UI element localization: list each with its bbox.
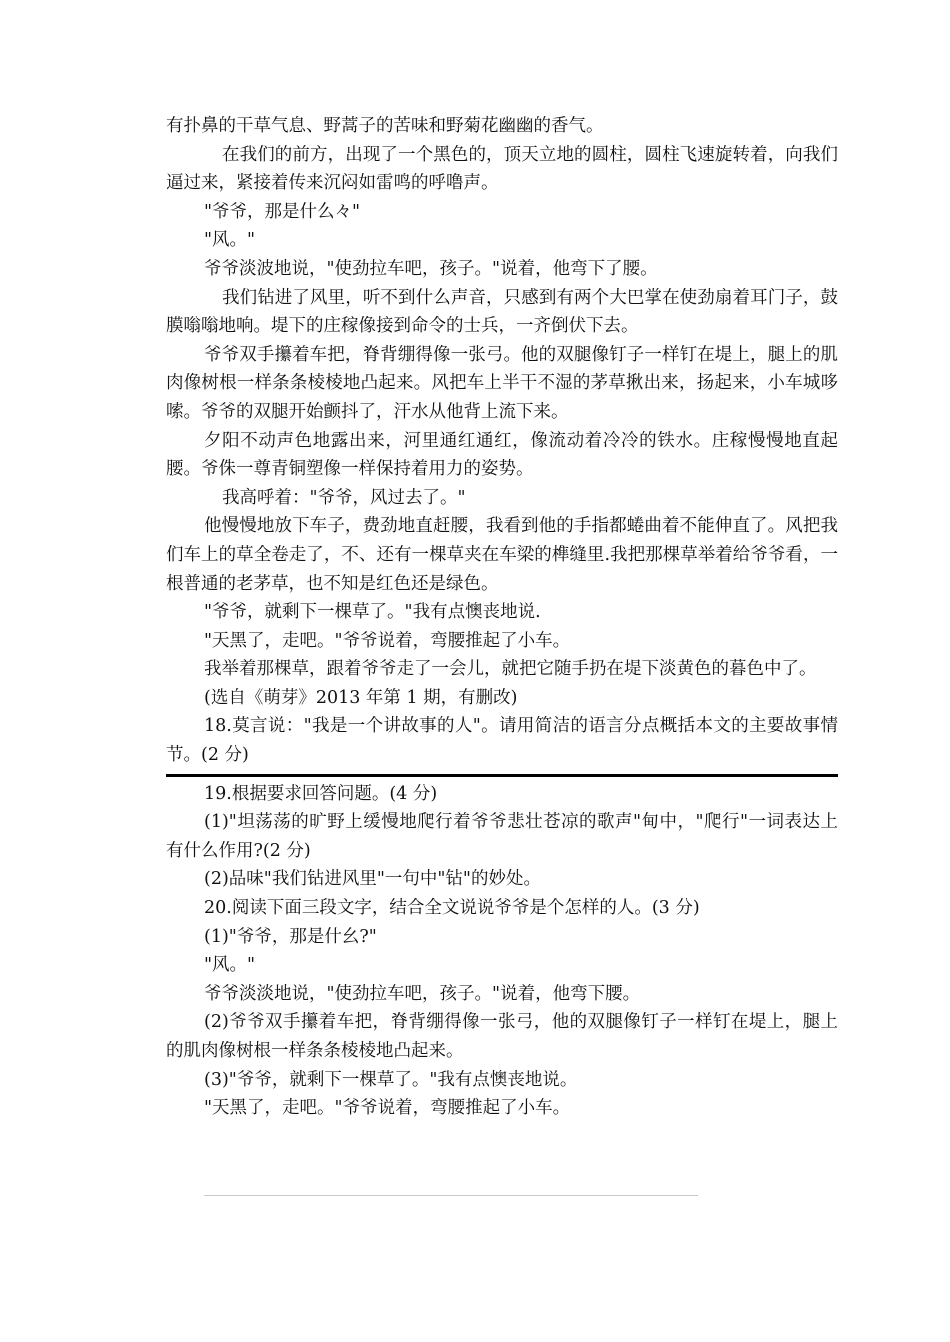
excerpt-line: (3)"爷爷，就剩下一棵草了。"我有点懊丧地说。 — [204, 1069, 578, 1090]
question-18: 18.莫言说："我是一个讲故事的人"。请用简洁的语言分点概括本文的主要故事情节。(2 分) — [166, 716, 838, 766]
question-19-part-1: (1)"坦荡荡的旷野上缓慢地爬行着爷爷悲壮苍凉的歌声"甸中，"爬行"一词表达上有什么作用?(2 分) — [166, 812, 838, 861]
document-page — [166, 112, 838, 1123]
excerpt-line: "天黑了，走吧。"爷爷说着，弯腰推起了小车。 — [204, 1098, 571, 1119]
excerpt-line: (2)爷爷双手攥着车把，脊背绷得像一张弓，他的双腿像钉子一样钉在堤上，腿上的肌肉像树根一样条条棱棱地凸起来。 — [166, 1012, 838, 1061]
question-20: 20.阅读下面三段文字，结合全文说说爷爷是个怎样的人。(3 分) — [204, 898, 700, 919]
question-19-part-2: (2)品味"我们钻进风里"一句中"钻"的妙处。 — [204, 869, 541, 890]
story-paragraph: "爷爷，那是什么々" — [204, 201, 361, 222]
story-paragraph: "风。" — [204, 230, 256, 251]
story-paragraph: 我高呼着："爷爷，风过去了。" — [222, 487, 466, 508]
section-divider — [166, 774, 838, 777]
story-paragraph: 有扑鼻的干草气息、野蒿子的苦味和野菊花幽幽的香气。 — [166, 116, 604, 136]
story-section — [166, 112, 838, 770]
excerpt-line: (1)"爷爷，那是什幺?" — [204, 926, 377, 947]
story-paragraph: 他慢慢地放下车子，费劲地直赶腰，我看到他的手指都蜷曲着不能伸直了。风把我们车上的草全卷走了，不、还有一棵草夹在车梁的榫缝里.我把那棵草举着给爷爷看，一根普通的老茅草，也不知是红色还是绿色。 — [166, 516, 838, 594]
story-paragraph: 爷爷双手攥着车把，脊背绷得像一张弓。他的双腿像钉子一样钉在堤上，腿上的肌肉像树根一样条条棱棱地凸起来。风把车上半干不湿的茅草揪出来，扬起来，小车城哆嗦。爷爷的双腿开始颤抖了，汗水从他背上流下来。 — [166, 344, 838, 422]
story-paragraph: "爷爷，就剩下一棵草了。"我有点懊丧地说. — [204, 602, 541, 623]
story-paragraph: 爷爷淡波地说，"使劲拉车吧，孩子。"说着，他弯下了腰。 — [204, 258, 658, 279]
questions-section — [166, 780, 838, 1123]
story-paragraph: "天黑了，走吧。"爷爷说着，弯腰推起了小车。 — [204, 630, 571, 651]
excerpt-line: "风。" — [204, 955, 256, 976]
story-paragraph: 在我们的前方，出现了一个黑色的，顶天立地的圆柱，圆柱飞速旋转着，向我们逼过来，紧接着传来沉闷如雷鸣的呼噜声。 — [166, 144, 838, 194]
footer-divider — [204, 1195, 698, 1196]
source-citation: (选自《萌芽》2013 年第 1 期，有删改) — [204, 687, 518, 708]
question-19: 19.根据要求回答问题。(4 分) — [204, 783, 438, 804]
excerpt-line: 爷爷淡淡地说，"使劲拉车吧，孩子。"说着，他弯下腰。 — [204, 983, 641, 1004]
story-paragraph: 我举着那棵草，跟着爷爷走了一会儿，就把它随手扔在堤下淡黄色的暮色中了。 — [204, 659, 817, 680]
story-paragraph: 我们钻进了风里，听不到什么声音，只感到有两个大巴掌在使劲扇着耳门子，鼓膜嗡嗡地响。堤下的庄稼像接到命令的士兵，一齐倒伏下去。 — [166, 287, 838, 337]
story-paragraph: 夕阳不动声色地露出来，河里通红通红，像流动着冷冷的铁水。庄稼慢慢地直起腰。爷侏一尊青铜塑像一样保持着用力的姿势。 — [166, 430, 838, 480]
